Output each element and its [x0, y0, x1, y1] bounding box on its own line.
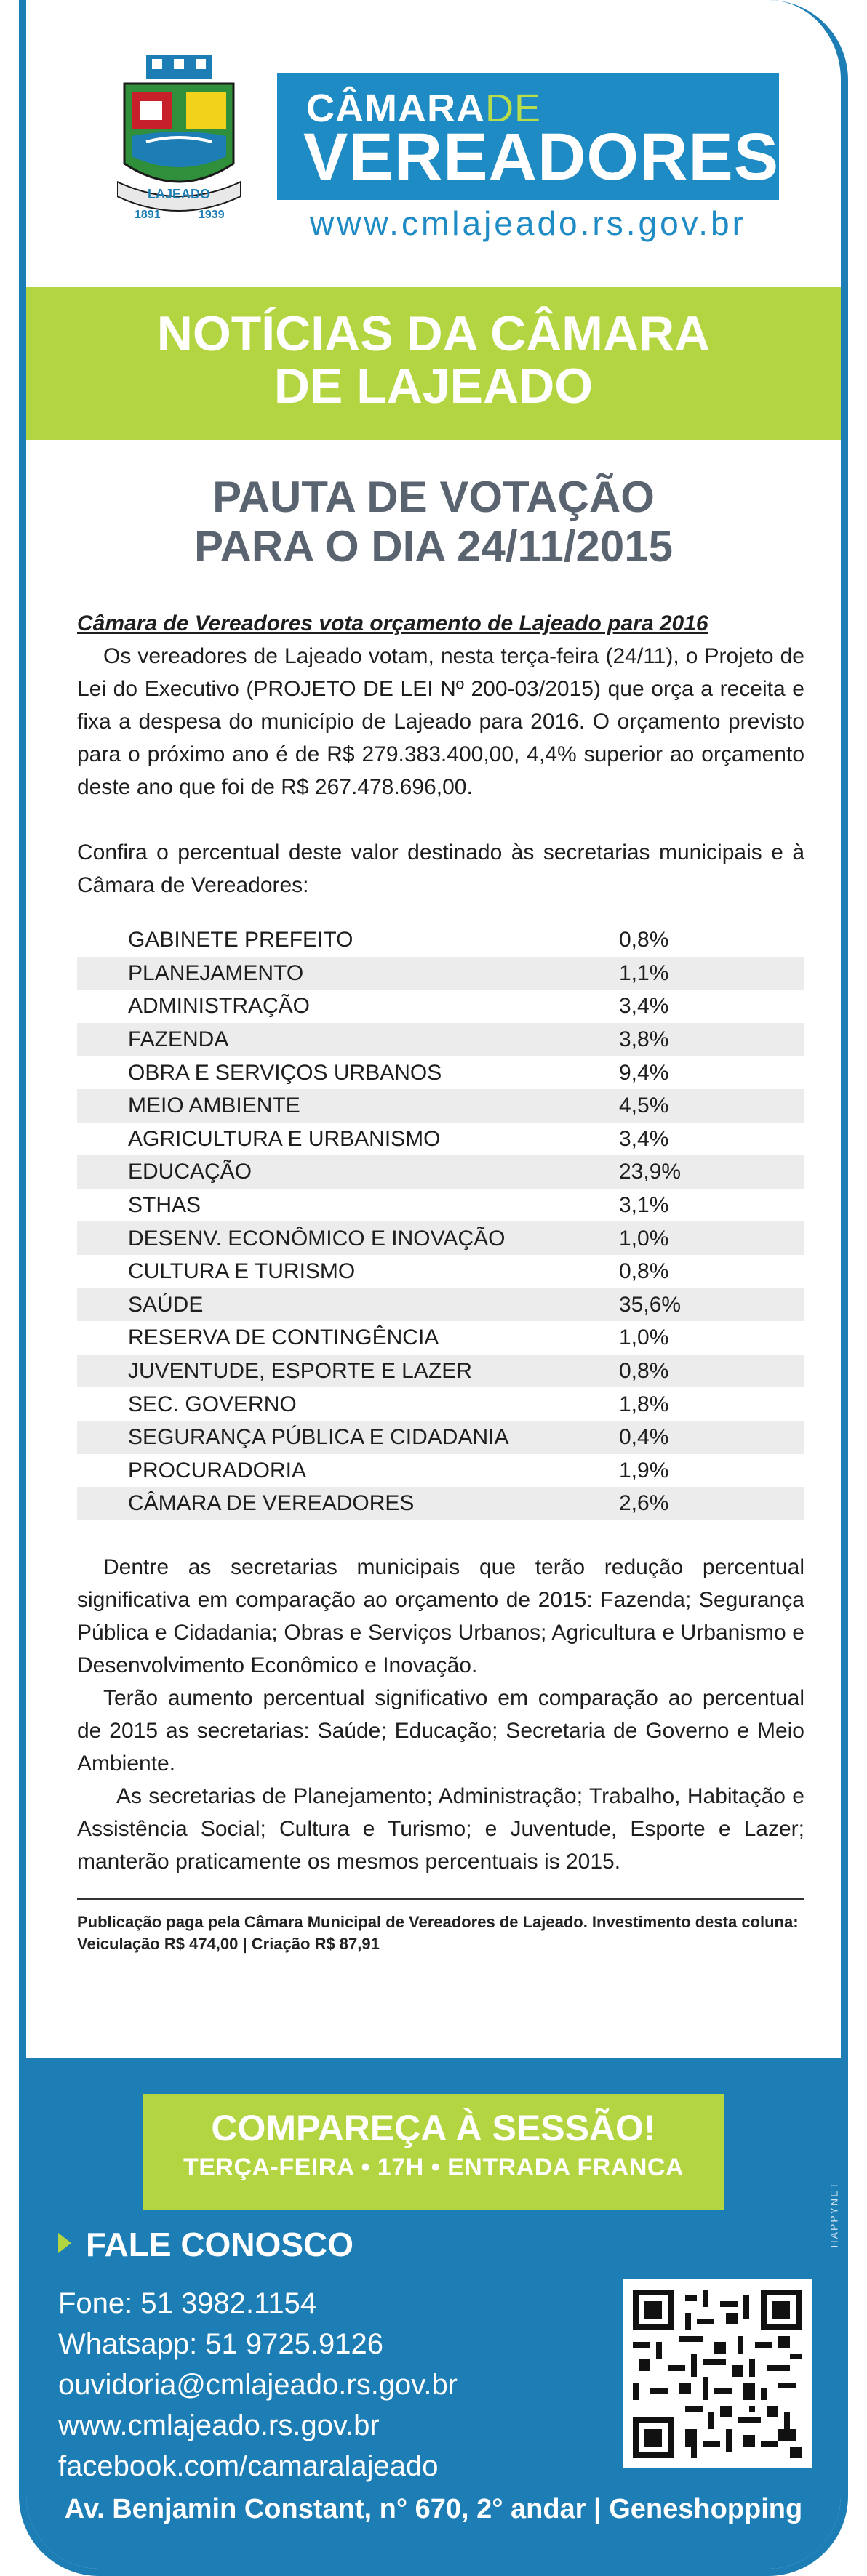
budget-row-value: 4,5% [619, 1094, 669, 1118]
budget-row [77, 1454, 804, 1488]
budget-row [77, 1056, 804, 1089]
budget-row-name: SEC. GOVERNO [128, 1392, 297, 1416]
budget-row [77, 1255, 804, 1288]
address: Av. Benjamin Constant, n° 670, 2° andar | Geneshopping [64, 2494, 803, 2524]
publication-footnote: Publicação paga pela Câmara Municipal de Vereadores de Lajeado. Investimento desta coluna: Veiculação R$ 474,00 | Criação R$ 87,91 [77, 1912, 799, 1953]
budget-row-name: OBRA E SERVIÇOS URBANOS [128, 1060, 442, 1085]
budget-row [77, 1155, 804, 1189]
budget-row-name: DESENV. ECONÔMICO E INOVAÇÃO [128, 1226, 506, 1251]
svg-text:1939: 1939 [199, 209, 225, 221]
pauta-line2: PARA O DIA 24/11/2015 [193, 522, 674, 571]
article-paragraph-3: Dentre as secretarias municipais que terão redução percentual significativa em comparação ao orçamento de 2015: Fazenda; Segurança Pública e Cidadania; Obras e Serviços Urbanos; Agricultura e Urbanismo e Desenvolvimento Econômico e Inovação. [77, 1554, 804, 1677]
budget-row-value: 1,0% [619, 1226, 669, 1251]
article [77, 607, 804, 1955]
budget-row-value: 2,6% [619, 1491, 669, 1516]
banner-title [19, 308, 848, 412]
budget-row-value: 9,4% [619, 1060, 669, 1085]
budget-row-value: 0,8% [619, 1359, 669, 1384]
budget-row [77, 1321, 804, 1355]
budget-row [77, 1023, 804, 1056]
agency-credit: HAPPYNET [828, 2181, 839, 2248]
budget-row-name: CULTURA E TURISMO [128, 1259, 356, 1284]
budget-row-value: 1,9% [619, 1458, 669, 1482]
article-paragraph-1: Os vereadores de Lajeado votam, nesta terça-feira (24/11), o Projeto de Lei do Executivo (PROJETO DE LEI Nº 200-03/2015) que orça a receita e fixa a despesa do município de Lajeado para 2016. O orçamento previsto para o próximo ano é de R$ 279.383.400,00, 4,4% superior ao orçamento deste ano que foi de R$ 267.478.696,00. [77, 644, 804, 799]
budget-row [77, 957, 804, 990]
budget-row-name: RESERVA DE CONTINGÊNCIA [128, 1325, 439, 1350]
budget-row-value: 1,0% [619, 1325, 669, 1350]
brand-vereadores: VEREADORES [303, 120, 780, 194]
qr-code-icon[interactable] [623, 2279, 812, 2468]
budget-row-name: MEIO AMBIENTE [128, 1094, 300, 1118]
session-subtitle: TERÇA-FEIRA • 17H • ENTRADA FRANCA [183, 2154, 684, 2181]
budget-row [77, 1387, 804, 1421]
budget-row-value: 1,1% [619, 960, 669, 985]
banner-title-line2: DE LAJEADO [273, 358, 594, 414]
arrow-right-icon [58, 2233, 71, 2253]
budget-row-value: 3,8% [619, 1027, 669, 1052]
article-headline: Câmara de Vereadores vota orçamento de Lajeado para 2016 [77, 611, 708, 635]
budget-row [77, 1421, 804, 1454]
brand-logo [277, 73, 779, 200]
budget-row [77, 990, 804, 1023]
contact-list [58, 2283, 458, 2487]
contact-whatsapp[interactable]: Whatsapp: 51 9725.9126 [58, 2328, 384, 2360]
session-callout [143, 2094, 724, 2210]
contact-site[interactable]: www.cmlajeado.rs.gov.br [58, 2410, 380, 2441]
budget-row-name: GABINETE PREFEITO [128, 928, 353, 952]
session-title: COMPAREÇA À SESSÃO! [211, 2108, 656, 2148]
svg-text:LAJEADO: LAJEADO [147, 187, 211, 201]
svg-text:1891: 1891 [135, 209, 161, 221]
budget-row-name: PROCURADORIA [128, 1458, 307, 1482]
header [26, 0, 841, 280]
budget-row-name: SEGURANÇA PÚBLICA E CIDADANIA [128, 1425, 509, 1450]
page-frame [19, 0, 848, 2576]
pauta-line1: PAUTA DE VOTAÇÃO [212, 473, 655, 521]
budget-row-value: 0,4% [619, 1425, 669, 1450]
contact-phone[interactable]: Fone: 51 3982.1154 [58, 2287, 317, 2319]
contact-facebook[interactable]: facebook.com/camaralajeado [58, 2450, 439, 2482]
budget-row-value: 1,8% [619, 1392, 669, 1416]
budget-row [77, 1487, 804, 1520]
footer-contact [26, 2058, 841, 2576]
budget-row [77, 1355, 804, 1388]
site-url[interactable]: www.cmlajeado.rs.gov.br [310, 204, 746, 242]
budget-row [77, 1288, 804, 1322]
budget-row [77, 923, 804, 957]
article-paragraph-4: Terão aumento percentual significativo em comparação ao percentual de 2015 as secretarias: Saúde; Educação; Secretaria de Governo e Meio Ambiente. [77, 1685, 804, 1775]
budget-row [77, 1089, 804, 1123]
budget-row-name: ADMINISTRAÇÃO [128, 994, 311, 1019]
budget-row-name: STHAS [128, 1193, 201, 1218]
contact-title [58, 2225, 353, 2264]
budget-row-value: 3,1% [619, 1193, 669, 1218]
budget-row-name: JUVENTUDE, ESPORTE E LAZER [128, 1359, 472, 1384]
news-banner [19, 287, 848, 440]
city-crest-icon [117, 55, 241, 222]
budget-table [77, 923, 804, 1520]
article-paragraph-5: As secretarias de Planejamento; Administração; Trabalho, Habitação e Assistência Social; Cultura e Turismo; e Juventude, Esporte e Lazer; manterão praticamente os mesmos percentuais is 2015. [77, 1783, 804, 1874]
budget-row-name: FAZENDA [128, 1027, 229, 1052]
budget-row-value: 23,9% [619, 1160, 682, 1184]
budget-row-value: 3,4% [619, 994, 669, 1019]
article-paragraph-2: Confira o percentual deste valor destinado às secretarias municipais e à Câmara de Vereadores: [77, 840, 804, 897]
budget-row-name: PLANEJAMENTO [128, 960, 304, 985]
contact-title-text: FALE CONOSCO [86, 2226, 354, 2263]
budget-row [77, 1189, 804, 1222]
budget-row-name: AGRICULTURA E URBANISMO [128, 1126, 441, 1151]
brand-camara-text: CÂMARA [306, 87, 485, 130]
budget-row [77, 1221, 804, 1255]
brand-de-text: DE [484, 87, 541, 130]
budget-row-name: CÂMARA DE VEREADORES [128, 1491, 415, 1516]
budget-row-name: SAÚDE [128, 1292, 204, 1317]
budget-row-value: 35,6% [619, 1292, 682, 1317]
budget-row-value: 0,8% [619, 928, 669, 952]
pauta-heading [26, 473, 841, 571]
budget-row-value: 3,4% [619, 1126, 669, 1151]
budget-row-name: EDUCAÇÃO [128, 1160, 252, 1184]
budget-row [77, 1123, 804, 1156]
divider [77, 1898, 804, 1900]
banner-title-line1: NOTÍCIAS DA CÂMARA [156, 306, 711, 361]
contact-email[interactable]: ouvidoria@cmlajeado.rs.gov.br [58, 2369, 458, 2401]
budget-row-value: 0,8% [619, 1259, 669, 1284]
